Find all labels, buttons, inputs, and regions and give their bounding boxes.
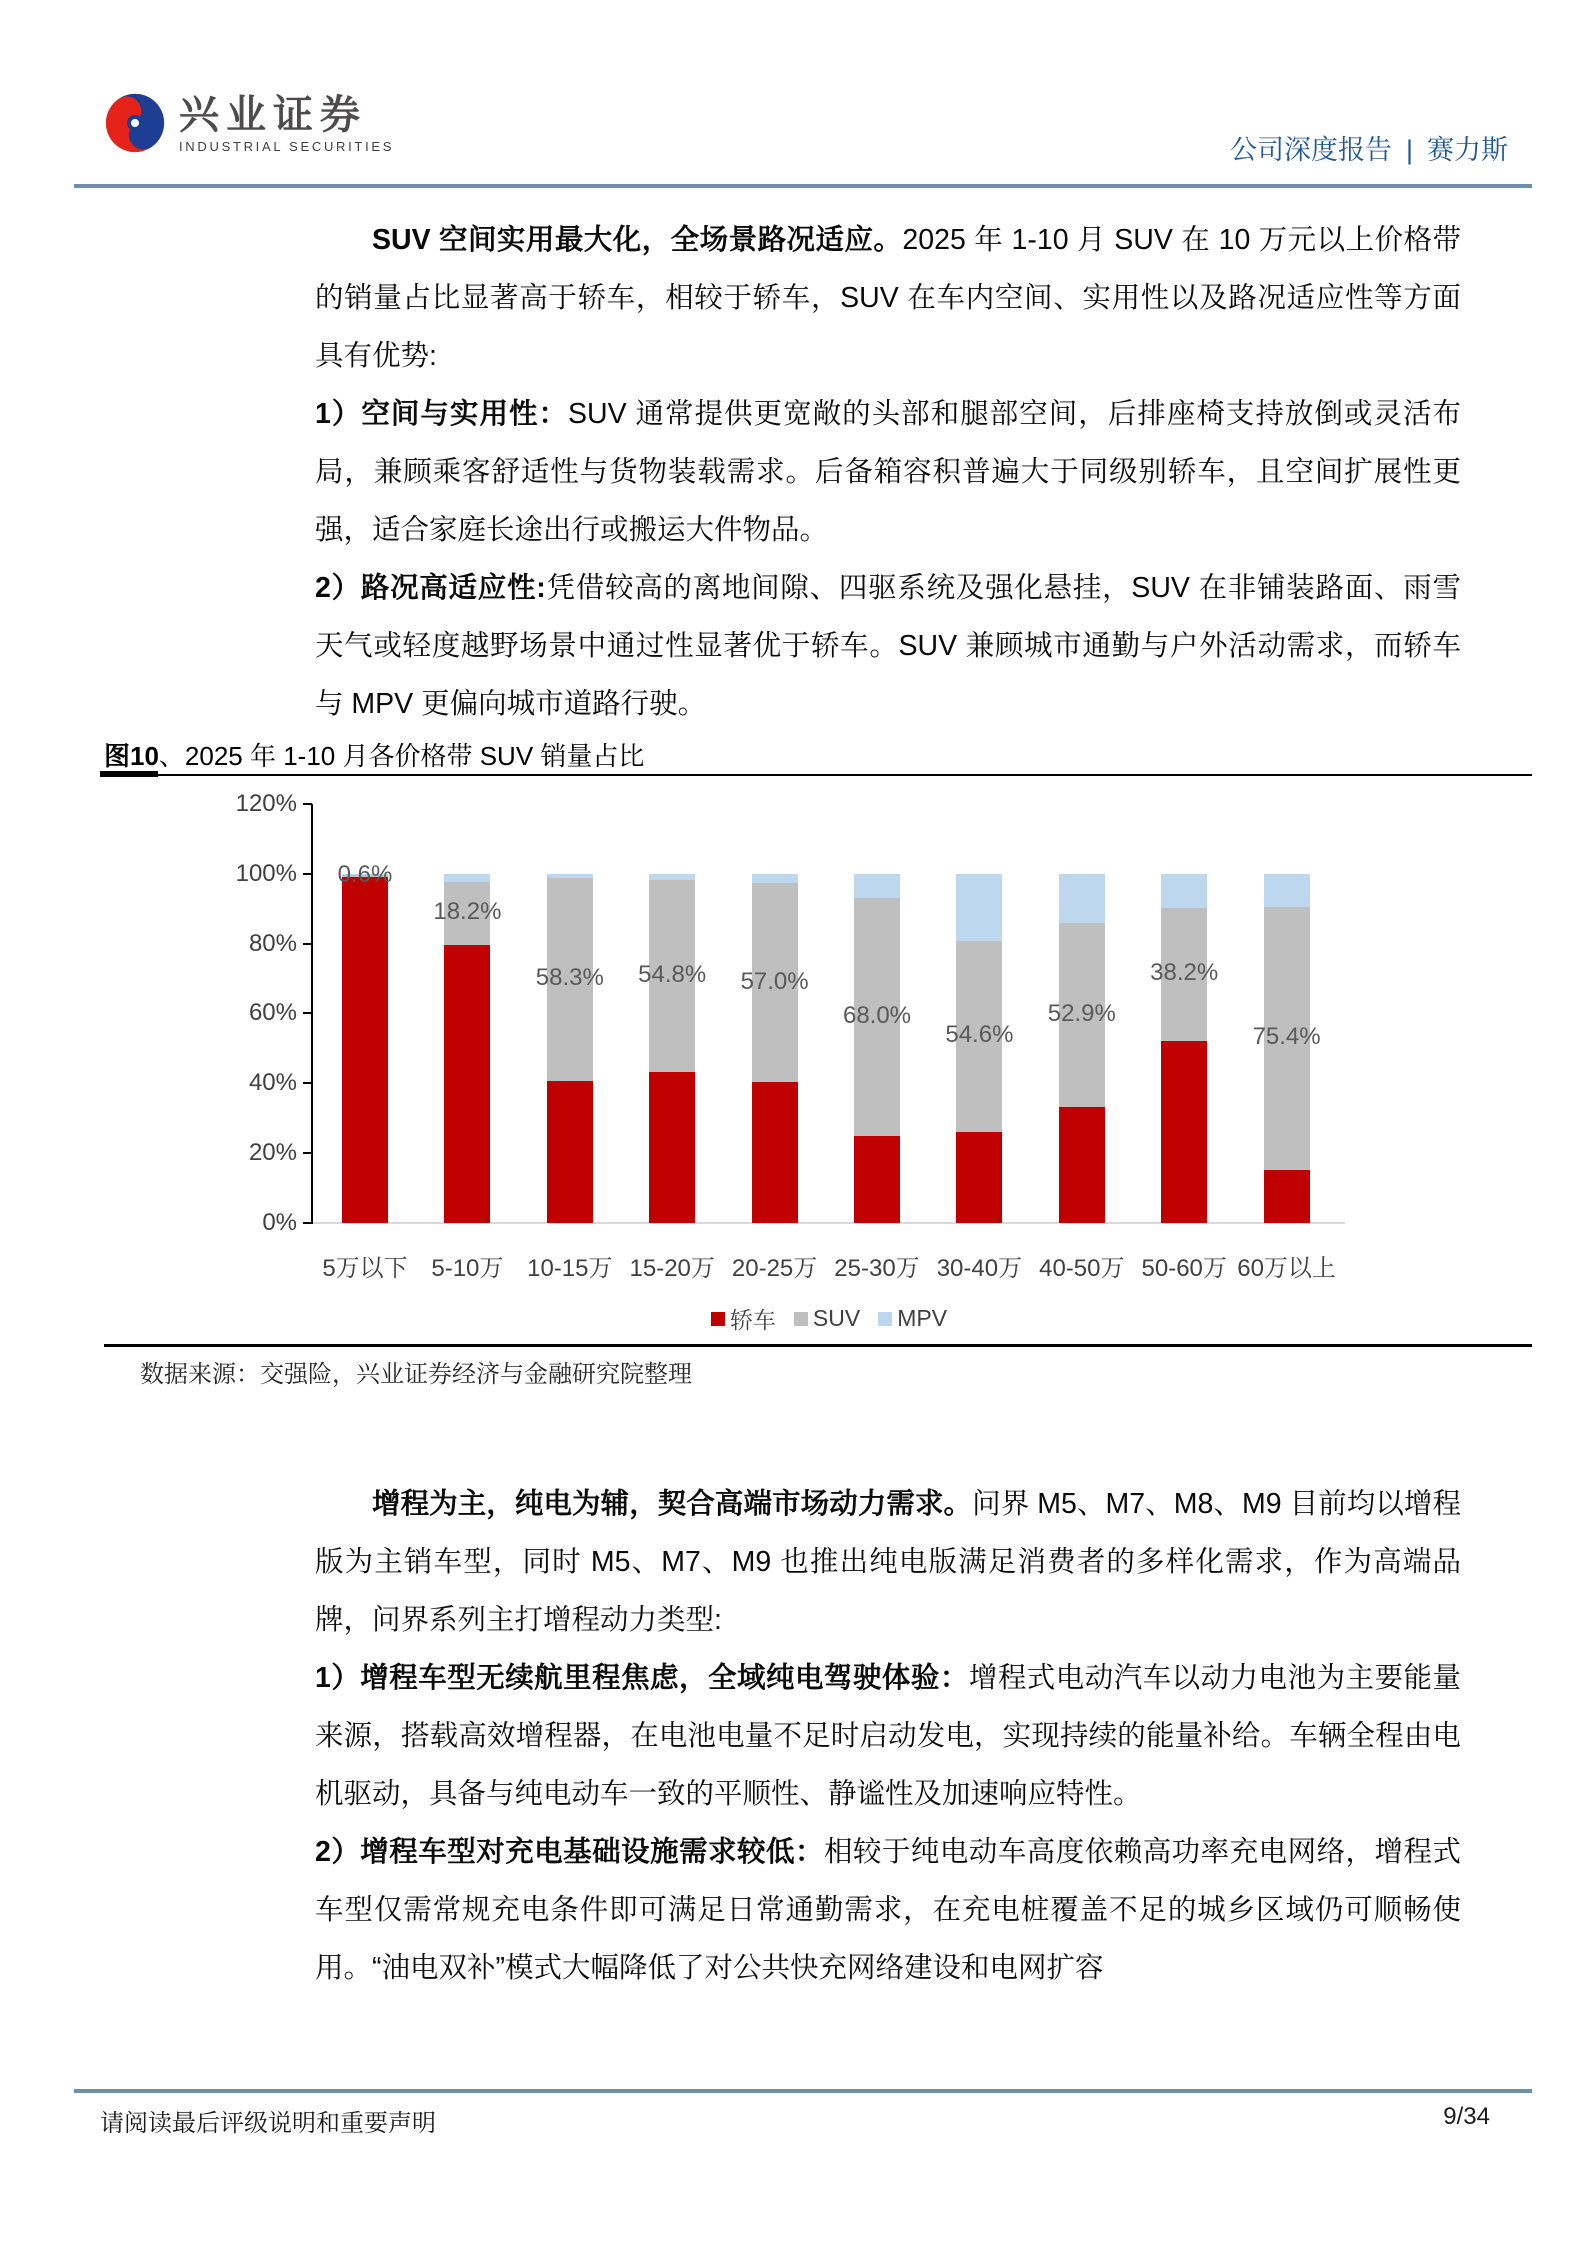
paragraph: [315, 559, 1461, 733]
figure-source: 数据来源：交强险，兴业证券经济与金融研究院整理: [140, 1361, 692, 1388]
y-axis-tick-label: 80%: [248, 929, 297, 957]
paragraph-lead: 2）增程车型对充电基础设施需求较低：: [315, 1836, 824, 1868]
paragraph: [315, 211, 1461, 385]
bar-segment-MPV: [1264, 874, 1310, 907]
paragraph-lead: 增程为主，纯电为辅，契合高端市场动力需求。: [372, 1488, 973, 1520]
company-name: 赛力斯: [1427, 135, 1508, 165]
x-axis-label: 15-20万: [629, 1255, 715, 1282]
bar-data-label: 75.4%: [1252, 1023, 1321, 1051]
bar-segment-轿车: [444, 945, 490, 1223]
bar-segment-轿车: [1161, 1041, 1207, 1223]
legend-item: [794, 1305, 860, 1332]
bar-segment-轿车: [547, 1081, 593, 1223]
body-section-1: [315, 211, 1461, 733]
paragraph: [315, 1649, 1461, 1823]
bar-data-label: 57.0%: [740, 967, 809, 995]
bar-segment-MPV: [649, 874, 695, 881]
figure-caption-underline-accent: [100, 771, 158, 777]
bar-segment-MPV: [1161, 874, 1207, 908]
footer-disclaimer: 请阅读最后评级说明和重要声明: [100, 2110, 436, 2137]
x-axis-label: 30-40万: [936, 1255, 1023, 1282]
bar-segment-轿车: [1059, 1107, 1105, 1223]
y-axis-tick: [303, 803, 312, 805]
paragraph-lead: 1）空间与实用性：: [315, 398, 568, 430]
header-separator: |: [1405, 135, 1413, 165]
bar-data-label: 18.2%: [433, 898, 502, 926]
paragraph: [315, 1823, 1461, 1997]
bar-data-label: 38.2%: [1150, 959, 1219, 987]
page-number: 9/34: [1443, 2103, 1490, 2130]
chart-legend: [313, 1302, 1345, 1335]
x-axis-label: 20-25万: [731, 1255, 818, 1282]
paragraph: [315, 1475, 1461, 1649]
bar-segment-MPV: [956, 874, 1002, 941]
brand-name-cn: 兴业证券: [179, 93, 367, 137]
y-axis-tick: [303, 943, 312, 945]
stacked-bar-chart: [0, 790, 1588, 1350]
legend-item: [878, 1305, 947, 1332]
body-section-2: [315, 1475, 1461, 1997]
paragraph-text: 问界 M5、M7、M8、M9 目前均以增程版为主销车型，同时 M5、M7、M9 也推出纯电版满足消费者的多样化需求，作为高端品牌，问界系列主打增程动力类型:: [315, 1488, 1461, 1636]
legend-swatch: [711, 1312, 725, 1326]
bar-segment-MPV: [854, 874, 900, 898]
legend-swatch: [878, 1312, 892, 1326]
x-axis-label: 10-15万: [527, 1255, 613, 1282]
figure-source-divider: [104, 1344, 1532, 1347]
figure-caption-underline: [100, 774, 1532, 776]
paragraph-text: 相较于纯电动车高度依赖高功率充电网络，增程式车型仅需常规充电条件即可满足日常通勤需求，在充电桩覆盖不足的城乡区域仍可顺畅使用。“油电双补”模式大幅降低了对公共快充网络建设和电网扩容: [315, 1836, 1461, 1984]
bar-segment-轿车: [649, 1072, 695, 1223]
bar-data-label: 0.6%: [337, 860, 393, 888]
bar-segment-MPV: [444, 874, 490, 882]
legend-label: SUV: [812, 1305, 861, 1331]
y-axis-tick: [303, 1012, 312, 1014]
y-axis-tick-label: 0%: [262, 1209, 297, 1236]
y-axis-tick-label: 60%: [248, 999, 297, 1027]
figure-title: 、2025 年 1-10 月各价格带 SUV 销量占比: [158, 741, 645, 771]
paragraph-text: 增程式电动汽车以动力电池为主要能量来源，搭载高效增程器，在电池电量不足时启动发电，实现持续的能量补给。车辆全程由电机驱动，具备与纯电动车一致的平顺性、静谧性及加速响应特性。: [315, 1662, 1461, 1810]
y-axis-tick: [303, 1082, 312, 1084]
x-axis-label: 40-50万: [1039, 1255, 1125, 1282]
figure-caption: [104, 740, 644, 772]
bar-segment-轿车: [342, 877, 388, 1223]
company-logo: [104, 92, 394, 154]
bar-data-label: 54.6%: [945, 1021, 1014, 1049]
company-logo-icon: [104, 92, 166, 154]
y-axis-tick-label: 20%: [248, 1139, 297, 1167]
bar-data-label: 58.3%: [535, 964, 604, 992]
header-divider: [74, 184, 1532, 188]
y-axis-tick-label: 40%: [248, 1069, 297, 1097]
legend-item: [711, 1302, 776, 1335]
y-axis-tick-label: 120%: [235, 790, 297, 817]
y-axis-tick: [303, 1152, 312, 1154]
report-type-label: 公司深度报告: [1229, 135, 1392, 165]
y-axis-tick-label: 100%: [235, 859, 297, 887]
x-axis-label: 25-30万: [834, 1255, 920, 1282]
paragraph-lead: SUV 空间实用最大化，全场景路况适应。: [372, 224, 903, 256]
paragraph: [315, 385, 1461, 559]
paragraph-text: 2025 年 1-10 月 SUV 在 10 万元以上价格带的销量占比显著高于轿车，相较于轿车，SUV 在车内空间、实用性以及路况适应性等方面具有优势:: [315, 224, 1461, 372]
footer-divider: [74, 2089, 1532, 2093]
bar-segment-MPV: [1059, 874, 1105, 923]
x-axis-label: 60万以上: [1237, 1255, 1336, 1282]
bar-segment-轿车: [854, 1136, 900, 1223]
x-axis-label: 50-60万: [1141, 1255, 1227, 1282]
paragraph-text: SUV 通常提供更宽敞的头部和腿部空间，后排座椅支持放倒或灵活布局，兼顾乘客舒适性与货物装载需求。后备箱容积普遍大于同级别轿车，且空间扩展性更强，适合家庭长途出行或搬运大件物品。: [315, 398, 1461, 546]
x-axis-label: 5-10万: [431, 1255, 504, 1282]
paragraph-text: 凭借较高的离地间隙、四驱系统及强化悬挂，SUV 在非铺装路面、雨雪天气或轻度越野场景中通过性显著优于轿车。SUV 兼顾城市通勤与户外活动需求，而轿车与 MPV 更偏向城市道路行驶。: [315, 572, 1461, 720]
paragraph-lead: 2）路况高适应性:: [315, 572, 546, 604]
bar-segment-轿车: [1264, 1170, 1310, 1223]
legend-label: 轿车: [729, 1307, 776, 1333]
bar-data-label: 52.9%: [1047, 1000, 1116, 1028]
brand-name-en: INDUSTRIAL SECURITIES: [179, 139, 395, 154]
legend-label: MPV: [897, 1305, 948, 1331]
y-axis-tick: [303, 1222, 312, 1224]
company-logo-text: [179, 92, 394, 154]
bar-segment-轿车: [956, 1132, 1002, 1223]
legend-swatch: [794, 1312, 808, 1326]
bar-segment-MPV: [752, 874, 798, 883]
report-type-header: [950, 128, 1508, 167]
bar-segment-MPV: [547, 874, 593, 878]
bar-data-label: 54.8%: [638, 961, 707, 989]
figure-number: 图10: [104, 741, 159, 771]
paragraph-lead: 1）增程车型无续航里程焦虑，全域纯电驾驶体验：: [315, 1662, 969, 1694]
x-axis-label: 5万以下: [322, 1255, 408, 1282]
bar-data-label: 68.0%: [842, 1001, 912, 1029]
bar-segment-轿车: [752, 1082, 798, 1223]
